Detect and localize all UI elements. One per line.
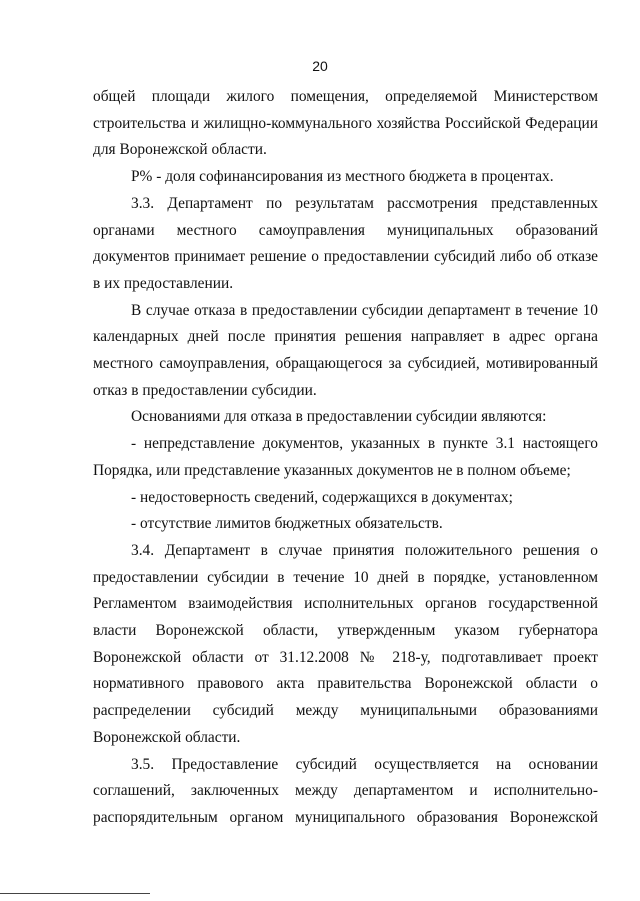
paragraph-3-5: 3.5. Предоставление субсидий осуществляется на основании соглашений, заключенных между департаментом и исполнительно-распорядительным органом муниципального образования Воронежской xyxy=(93,755,598,826)
list-item-unreliable-info: - недостоверность сведений, содержащихся в документах; xyxy=(131,488,513,506)
paragraph-refusal: В случае отказа в предоставлении субсидии департамент в течение 10 календарных дней после принятия решения направляет в адрес органа местного самоуправления, обращающегося за субсидией, мотивированный отказ в предоставлении субсидии. xyxy=(93,301,598,399)
list-item-no-limits: - отсутствие лимитов бюджетных обязательств. xyxy=(131,515,443,533)
footer-divider xyxy=(0,893,150,894)
paragraph-refusal-grounds: Основаниями для отказа в предоставлении субсидии являются: xyxy=(131,408,547,426)
list-item-documents: - непредставление документов, указанных в пункте 3.1 настоящего Порядка, или представление указанных документов не в полном объеме; xyxy=(93,435,598,479)
document-body xyxy=(93,84,598,832)
paragraph-percent-definition: Р% - доля софинансирования из местного бюджета в процентах. xyxy=(131,168,554,186)
page-number: 20 xyxy=(312,58,328,74)
paragraph-3-3: 3.3. Департамент по результатам рассмотрения представленных органами местного самоуправления муниципальных образований документов принимает решение о предоставлении субсидий либо об отказе в их предоставлении. xyxy=(93,194,598,292)
paragraph-3-4: 3.4. Департамент в случае принятия положительного решения о предоставлении субсидии в течение 10 дней в порядке, установленном Регламентом взаимодействия исполнительных органов государственной власти Воронежской области, утвержденным указом губернатора Воронежской области от 31.12.2008 № 218-у, подготавливает проект нормативного правового акта правительства Воронежской области о распределении субсидий между муниципальными образованиями Воронежской области. xyxy=(93,541,598,746)
paragraph-continuation: общей площади жилого помещения, определяемой Министерством строительства и жилищно-коммунального хозяйства Российской Федерации для Воронежской области. xyxy=(93,88,598,159)
